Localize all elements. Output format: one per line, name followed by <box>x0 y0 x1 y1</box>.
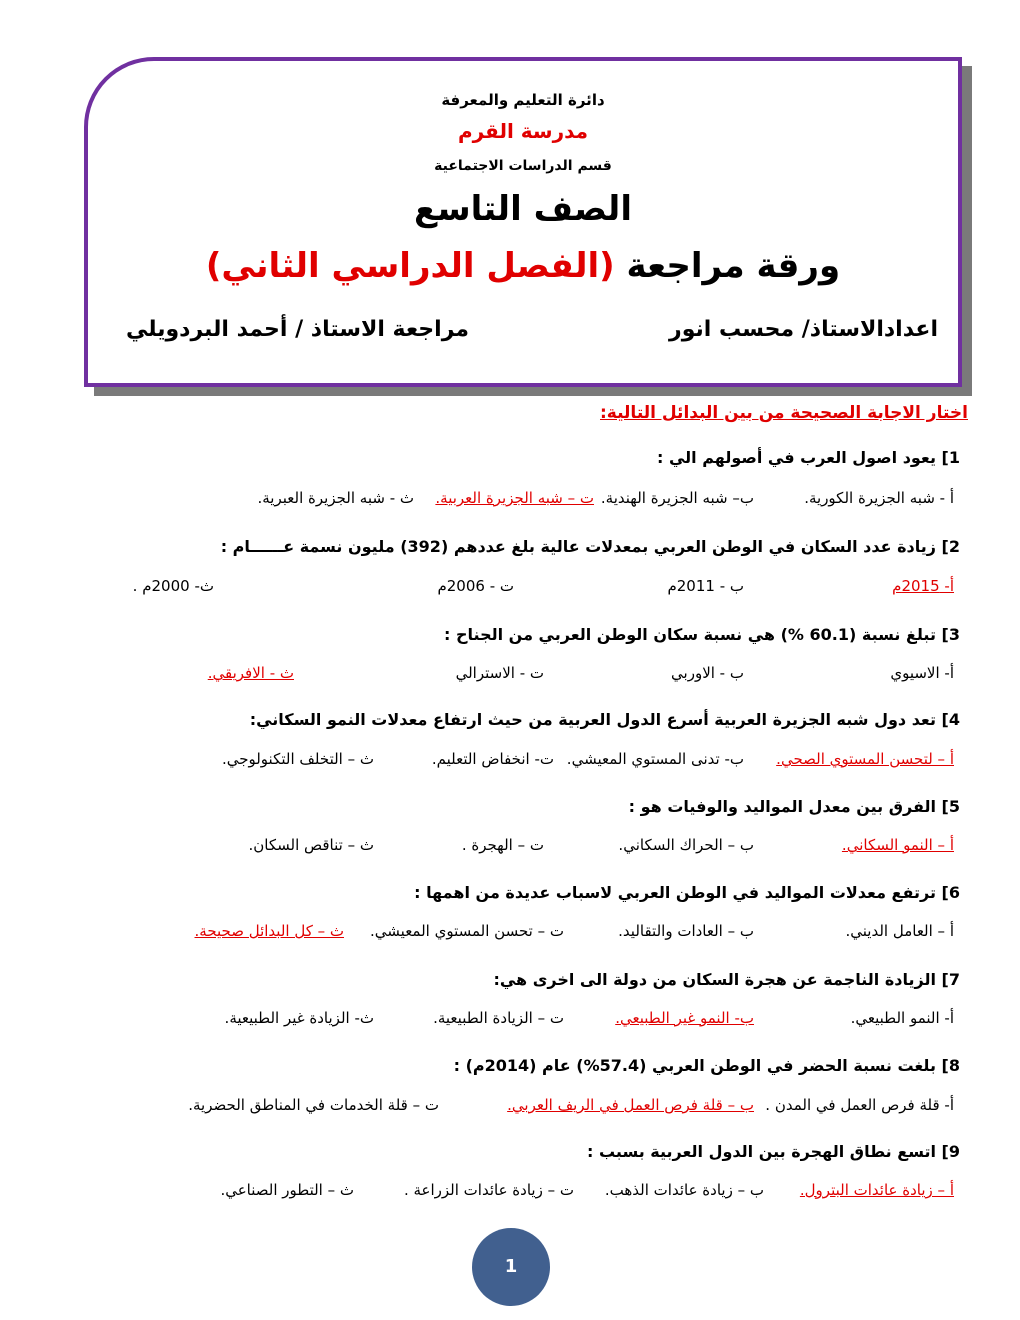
question-number: 1] <box>941 448 960 467</box>
answer-option: ب - 2011م <box>667 577 744 595</box>
answer-option: ت – تحسن المستوي المعيشي. <box>370 922 564 940</box>
question-text <box>221 537 960 556</box>
question-text <box>587 1142 960 1161</box>
question-number: 5] <box>941 797 960 816</box>
answer-options <box>50 1096 954 1122</box>
reviewed-by: مراجعة الاستاذ / أحمد البردويلي <box>126 317 470 342</box>
answer-options <box>50 489 954 515</box>
worksheet-title <box>88 246 958 286</box>
question-prompt: الفرق بين معدل المواليد والوفيات هو : <box>628 797 936 816</box>
answer-option: ت – الزيادة الطبيعية. <box>433 1009 564 1027</box>
instruction-heading: اختار الاجابة الصحيحة من بين البدائل التالية: <box>600 403 968 423</box>
answer-options <box>50 1009 954 1035</box>
question-number: 6] <box>941 883 960 902</box>
question-prompt: يعود اصول العرب في أصولهم الي : <box>657 448 936 467</box>
answer-option: ب – زيادة عائدات الذهب. <box>604 1181 764 1199</box>
semester-label: (الفصل الدراسي الثاني) <box>205 246 615 286</box>
correct-answer-option: أ – زيادة عائدات البترول. <box>799 1181 954 1199</box>
question-prompt: تعد دول شبه الجزيرة العربية أسرع الدول العربية من حيث ارتفاع معدلات النمو السكاني: <box>249 710 936 729</box>
question-text <box>250 710 960 729</box>
answer-option: ث – التطور الصناعي. <box>220 1181 354 1199</box>
page-number: 1 <box>472 1228 550 1306</box>
answer-option: ث – تناقص السكان. <box>248 836 374 854</box>
answer-option: ب - الاوربي <box>671 664 744 682</box>
answer-option: أ - شبه الجزيرة الكورية. <box>804 489 954 507</box>
question-number: 7] <box>941 970 960 989</box>
prepared-by: اعدادالاستاذ/ محسب انور <box>669 317 938 342</box>
correct-answer-option: ث – كل البدائل صحيحة. <box>194 922 344 940</box>
question-prompt: تبلغ نسبة (60.1 %) هي نسبة سكان الوطن العربي من الجناح : <box>444 625 936 644</box>
answer-options <box>50 922 954 948</box>
question-text <box>454 1056 960 1075</box>
answer-option: أ- الاسيوي <box>890 664 954 682</box>
correct-answer-option: ت – شبه الجزيرة العربية. <box>435 489 594 507</box>
question-prompt: ترتفع معدلات المواليد في الوطن العربي لاسباب عديدة من اهمها : <box>414 883 936 902</box>
worksheet-title-main: ورقة مراجعة <box>614 246 841 286</box>
question-number: 2] <box>941 537 960 556</box>
question-text <box>493 970 960 989</box>
answer-option: أ – العامل الديني. <box>845 922 954 940</box>
answer-option: ت – الهجرة . <box>461 836 544 854</box>
answer-option: أ- قلة فرص العمل في المدن . <box>765 1096 954 1114</box>
answer-option: ث- الزيادة غير الطبيعية. <box>224 1009 374 1027</box>
header-box <box>84 57 962 387</box>
correct-answer-option: أ- 2015م <box>892 577 954 595</box>
correct-answer-option: ث - الافريقي. <box>207 664 294 682</box>
answer-option: ب– شبه الجزيرة الهندية. <box>600 489 754 507</box>
question-text <box>629 797 960 816</box>
answer-option: ث- 2000م . <box>132 577 214 595</box>
correct-answer-option: أ – لتحسن المستوي الصحي. <box>776 750 954 768</box>
answer-option: ث – التخلف التكنولوجي. <box>221 750 374 768</box>
section-label: قسم الدراسات الاجتماعية <box>434 158 612 174</box>
question-number: 3] <box>941 625 960 644</box>
question-number: 8] <box>941 1056 960 1075</box>
answer-options <box>50 1181 954 1207</box>
answer-option: ب – الحراك السكاني. <box>618 836 754 854</box>
answer-option: ت- انخفاض التعليم. <box>431 750 554 768</box>
question-text <box>414 883 960 902</box>
answer-option: ث - شبه الجزيرة العبرية. <box>257 489 414 507</box>
school-name: مدرسة القرم <box>457 119 589 143</box>
answer-option: ت - 2006م <box>437 577 514 595</box>
grade-title: الصف التاسع <box>414 189 632 229</box>
question-number: 4] <box>941 710 960 729</box>
answer-options <box>50 836 954 862</box>
correct-answer-option: ب – قلة فرص العمل في الريف العربي. <box>507 1096 754 1114</box>
question-prompt: زيادة عدد السكان في الوطن العربي بمعدلات عالية بلغ عددهم (392) مليون نسمة عــــــام : <box>220 537 936 556</box>
correct-answer-option: ب- النمو غير الطبيعي. <box>615 1009 754 1027</box>
question-number: 9] <box>941 1142 960 1161</box>
correct-answer-option: أ – النمو السكاني. <box>841 836 954 854</box>
answer-option: ب – العادات والتقاليد. <box>618 922 754 940</box>
question-text <box>657 448 960 467</box>
question-prompt: بلغت نسبة الحضر في الوطن العربي (57.4%) عام (2014م) : <box>453 1056 936 1075</box>
question-text <box>444 625 960 644</box>
answer-option: ت - الاسترالي <box>455 664 544 682</box>
question-prompt: الزيادة الناجمة عن هجرة السكان من دولة الى اخرى هي: <box>493 970 936 989</box>
answer-options <box>50 750 954 776</box>
department-label: دائرة التعليم والمعرفة <box>441 91 605 109</box>
answer-option: ت – زيادة عائدات الزراعة . <box>403 1181 574 1199</box>
answer-option: ب- تدنى المستوي المعيشي. <box>566 750 744 768</box>
question-prompt: اتسع نطاق الهجرة بين الدول العربية بسبب : <box>587 1142 936 1161</box>
answer-options <box>50 577 954 603</box>
answer-option: أ- النمو الطبيعي. <box>850 1009 954 1027</box>
answer-options <box>50 664 954 690</box>
answer-option: ت – قلة الخدمات في المناطق الحضرية. <box>188 1096 439 1114</box>
